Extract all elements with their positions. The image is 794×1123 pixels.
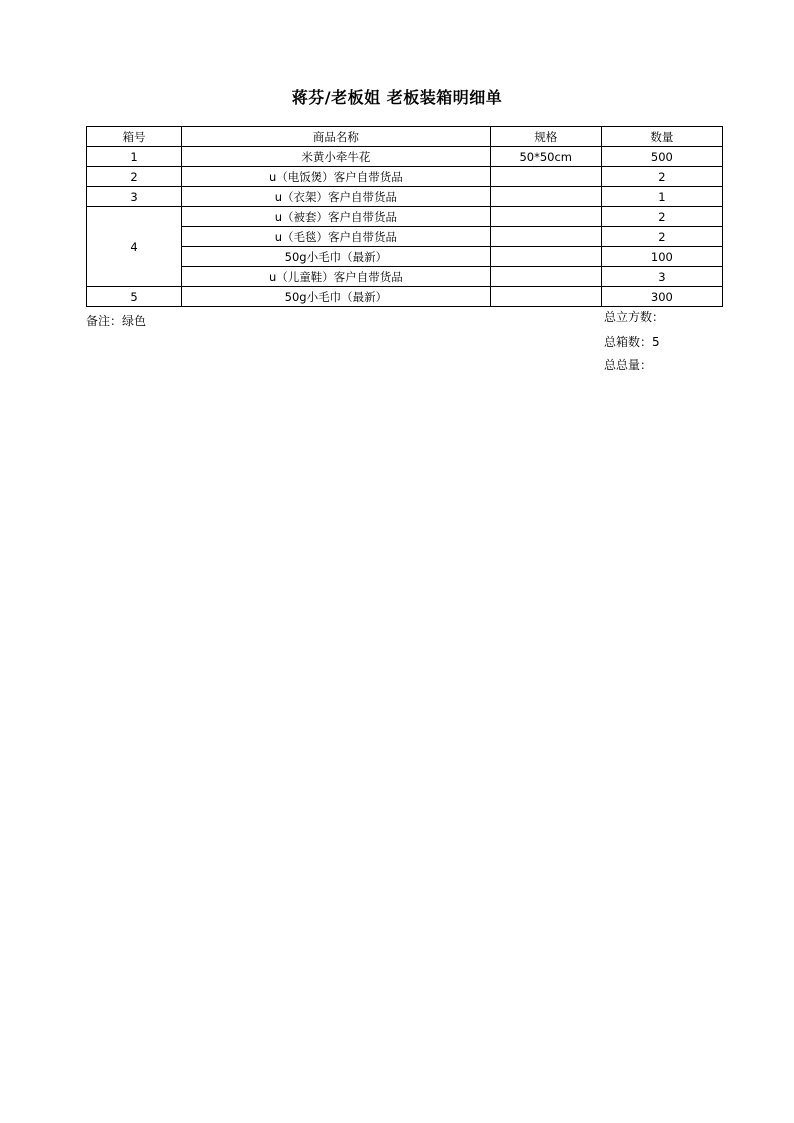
cell-quantity: 2 <box>601 227 722 247</box>
cell-specification <box>490 287 601 307</box>
cell-box-number: 5 <box>87 287 182 307</box>
cell-product-name: u（电饭煲）客户自带货品 <box>182 167 490 187</box>
cell-specification <box>490 267 601 287</box>
total-weight-label: 总总量： <box>604 358 653 372</box>
table-row <box>87 187 723 207</box>
table-row <box>87 227 723 247</box>
total-boxes-label: 总箱数：5 <box>604 335 660 349</box>
header-product-name: 商品名称 <box>182 127 490 147</box>
packing-list-table <box>86 126 723 307</box>
cell-quantity: 2 <box>601 167 722 187</box>
cell-product-name: u（被套）客户自带货品 <box>182 207 490 227</box>
table-row <box>87 207 723 227</box>
header-specification: 规格 <box>490 127 601 147</box>
table-row <box>87 267 723 287</box>
table-row <box>87 167 723 187</box>
cell-quantity: 500 <box>601 147 722 167</box>
cell-product-name: u（毛毯）客户自带货品 <box>182 227 490 247</box>
document-title: 蒋芬/老板姐 老板装箱明细单 <box>291 88 503 107</box>
table-row <box>87 147 723 167</box>
cell-product-name: 50g小毛巾（最新） <box>182 287 490 307</box>
cell-box-number: 4 <box>87 207 182 287</box>
table-row <box>87 287 723 307</box>
cell-box-number: 2 <box>87 167 182 187</box>
cell-product-name: u（儿童鞋）客户自带货品 <box>182 267 490 287</box>
cell-product-name: 50g小毛巾（最新） <box>182 247 490 267</box>
cell-quantity: 2 <box>601 207 722 227</box>
cell-specification <box>490 167 601 187</box>
total-volume-label: 总立方数： <box>604 310 665 324</box>
cell-quantity: 3 <box>601 267 722 287</box>
cell-specification <box>490 227 601 247</box>
cell-box-number: 3 <box>87 187 182 207</box>
cell-quantity: 1 <box>601 187 722 207</box>
table-header-row <box>87 127 723 147</box>
cell-specification <box>490 187 601 207</box>
remark-note: 备注：绿色 <box>86 314 147 328</box>
cell-specification: 50*50cm <box>490 147 601 167</box>
header-box-number: 箱号 <box>87 127 182 147</box>
cell-quantity: 100 <box>601 247 722 267</box>
header-quantity: 数量 <box>601 127 722 147</box>
cell-box-number: 1 <box>87 147 182 167</box>
cell-product-name: u（衣架）客户自带货品 <box>182 187 490 207</box>
cell-specification <box>490 247 601 267</box>
cell-quantity: 300 <box>601 287 722 307</box>
table-row <box>87 247 723 267</box>
cell-specification <box>490 207 601 227</box>
cell-product-name: 米黄小牵牛花 <box>182 147 490 167</box>
